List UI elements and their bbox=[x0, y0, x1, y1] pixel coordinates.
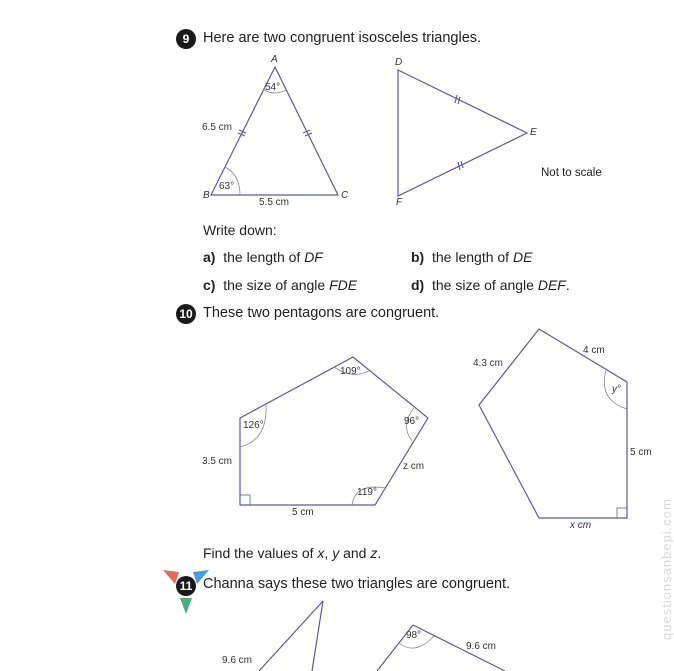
question-number-badge: 9 bbox=[176, 29, 196, 49]
point-label-b: B bbox=[203, 190, 210, 201]
right-angle-marker bbox=[240, 495, 250, 505]
point-label-e: E bbox=[530, 127, 537, 138]
part-ital: FDE bbox=[329, 277, 358, 293]
side-label-4: 4 cm bbox=[583, 345, 605, 356]
part-label: c) bbox=[203, 277, 216, 293]
side-label-4-3: 4.3 cm bbox=[473, 358, 504, 369]
find-mid2: and bbox=[339, 545, 371, 561]
part-text: the size of angle bbox=[223, 277, 330, 293]
q11-tri2-angle-label: 98° bbox=[406, 630, 422, 641]
question-number-badge: 10 bbox=[176, 304, 196, 324]
part-c bbox=[203, 277, 357, 293]
part-a bbox=[203, 249, 323, 265]
angle-label-109: 109° bbox=[340, 366, 361, 377]
part-text: the length of bbox=[223, 249, 305, 265]
side-label-z: z cm bbox=[403, 461, 425, 472]
side-label-ab: 6.5 cm bbox=[202, 122, 233, 133]
question-number-badge: 11 bbox=[176, 576, 196, 596]
var-x: x bbox=[317, 545, 325, 561]
side-label-5cm: 5 cm bbox=[630, 447, 652, 458]
angle-label-96: 96° bbox=[404, 416, 420, 427]
q11-tri2-side-label: 9.6 cm bbox=[466, 641, 497, 652]
var-z: z bbox=[370, 545, 378, 561]
part-end: . bbox=[565, 277, 570, 293]
point-label-a: A bbox=[271, 54, 278, 65]
challenge-icon-green bbox=[180, 598, 192, 614]
point-label-d: D bbox=[395, 57, 403, 68]
side-label-x: x cm bbox=[570, 520, 592, 531]
q11-tri1-side-label: 9.6 cm bbox=[222, 655, 253, 666]
angle-label-126: 126° bbox=[243, 420, 264, 431]
find-values-text bbox=[203, 545, 381, 561]
angle-label-a: 54° bbox=[265, 82, 281, 93]
right-angle-marker bbox=[617, 508, 627, 518]
part-b bbox=[411, 249, 532, 265]
side-label-5: 5 cm bbox=[292, 507, 314, 518]
side-label-bc: 5.5 cm bbox=[259, 197, 290, 208]
part-d bbox=[411, 277, 570, 293]
side-label-3-5: 3.5 cm bbox=[202, 456, 233, 467]
find-pre: Find the values of bbox=[203, 545, 318, 561]
find-end: . bbox=[377, 545, 382, 561]
part-label: d) bbox=[411, 277, 425, 293]
angle-label-b: 63° bbox=[219, 181, 235, 192]
question-10-text: These two pentagons are congruent. bbox=[203, 305, 440, 321]
part-label: a) bbox=[203, 249, 216, 265]
part-ital: DF bbox=[304, 249, 323, 265]
triangle-def bbox=[398, 70, 527, 196]
part-ital: DEF bbox=[537, 277, 566, 293]
find-mid1: , bbox=[324, 545, 333, 561]
part-text: the size of angle bbox=[432, 277, 538, 293]
part-text: the length of bbox=[432, 249, 513, 265]
triangle-def-shape bbox=[398, 70, 527, 196]
point-label-c: C bbox=[341, 190, 349, 201]
question-11-text: Channa says these two triangles are congruent. bbox=[203, 576, 511, 592]
angle-label-119: 119° bbox=[357, 487, 377, 498]
var-y: y bbox=[332, 545, 340, 561]
point-label-f: F bbox=[396, 197, 403, 208]
not-to-scale-note: Not to scale bbox=[541, 167, 602, 179]
watermark: questionsanbepi.com bbox=[659, 498, 674, 640]
part-ital: DE bbox=[512, 249, 533, 265]
q11-triangles bbox=[259, 601, 505, 671]
pentagon-1-shape bbox=[240, 357, 428, 505]
angle-label-y: y° bbox=[612, 384, 621, 395]
write-down-label: Write down: bbox=[203, 222, 277, 238]
part-label: b) bbox=[411, 249, 425, 265]
question-9-text: Here are two congruent isosceles triangles. bbox=[203, 30, 482, 46]
pentagon-1 bbox=[240, 357, 428, 505]
